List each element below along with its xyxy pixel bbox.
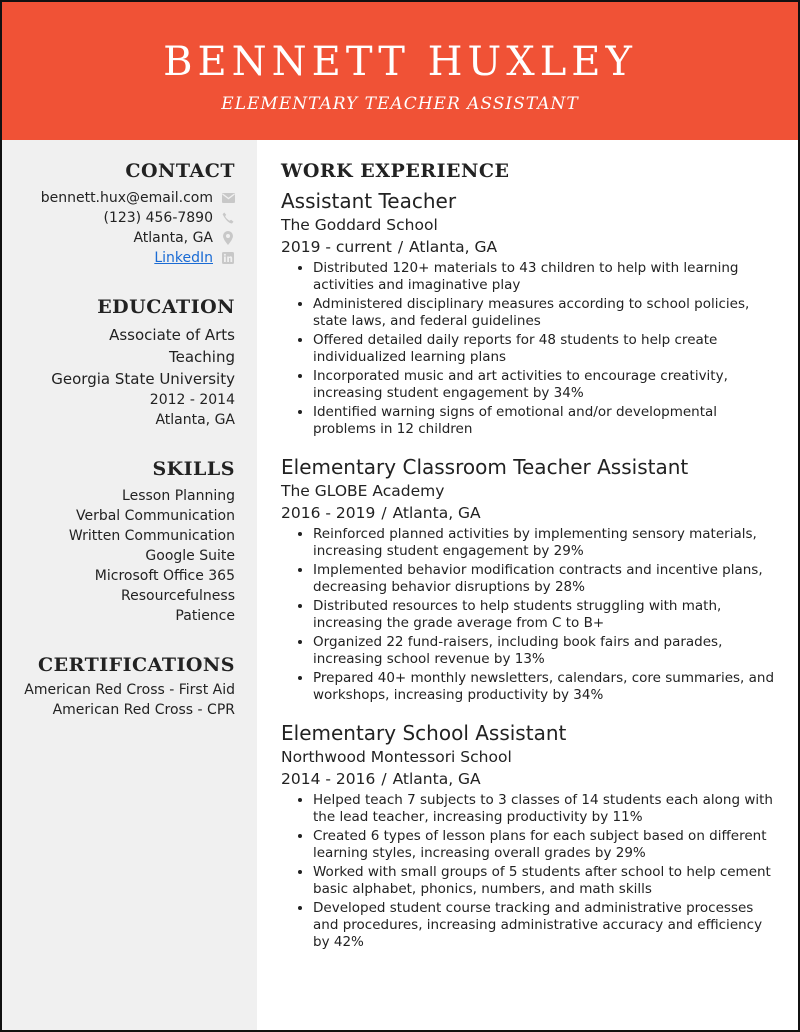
- certification-item: American Red Cross - CPR: [52, 702, 235, 718]
- candidate-name: BENNETT HUXLEY: [163, 39, 637, 85]
- linkedin-icon[interactable]: [221, 251, 235, 265]
- job-meta: [281, 502, 778, 524]
- job-bullet: • Reinforced planned activities by implementing sensory materials, increasing student engagement by 29%: [313, 526, 778, 560]
- contact-phone: (123) 456-7890: [103, 210, 213, 226]
- job-company: Northwood Montessori School: [281, 748, 512, 766]
- job-bullet: • Developed student course tracking and administrative processes and procedures, increasing administrative accuracy and efficiency by 42%: [313, 900, 778, 951]
- job-bullet: • Created 6 types of lesson plans for each subject based on different learning styles, increasing overall grades by 29%: [313, 828, 778, 862]
- certifications-section: [12, 654, 235, 719]
- contact-section: [12, 160, 235, 268]
- job-bullets: [281, 526, 778, 704]
- job-location: Atlanta, GA: [409, 238, 498, 256]
- certification-item: American Red Cross - First Aid: [24, 682, 235, 698]
- experience-heading: WORK EXPERIENCE: [281, 160, 510, 182]
- job-dates: 2019 - current: [281, 238, 392, 256]
- job-bullet: • Organized 22 fund-raisers, including book fairs and parades, increasing school revenue by 13%: [313, 634, 778, 668]
- job-bullet: • Distributed 120+ materials to 43 children to help with learning activities and imaginative play: [313, 260, 778, 294]
- education-heading: EDUCATION: [97, 296, 235, 318]
- job-bullets: [281, 792, 778, 951]
- certifications-heading: CERTIFICATIONS: [38, 654, 235, 676]
- job-meta: [281, 768, 778, 790]
- job-bullet: • Administered disciplinary measures according to school policies, state laws, and federal guidelines: [313, 296, 778, 330]
- job-dates: 2014 - 2016: [281, 770, 376, 788]
- job-bullet: • Prepared 40+ monthly newsletters, calendars, core summaries, and workshops, increasing productivity by 34%: [313, 670, 778, 704]
- contact-email: bennett.hux@email.com: [40, 190, 213, 206]
- job-meta: [281, 236, 778, 258]
- job-bullet: • Incorporated music and art activities to encourage creativity, increasing student engagement by 34%: [313, 368, 778, 402]
- skill-item: Lesson Planning: [122, 488, 235, 504]
- education-degree: Associate of Arts: [109, 326, 235, 344]
- education-field: Teaching: [169, 348, 235, 366]
- education-location: Atlanta, GA: [155, 412, 235, 428]
- job-company: The GLOBE Academy: [281, 482, 445, 500]
- skill-item: Patience: [175, 608, 235, 624]
- job-bullet: • Implemented behavior modification contracts and incentive plans, decreasing behavior disruptions by 28%: [313, 562, 778, 596]
- skill-item: Resourcefulness: [121, 588, 235, 604]
- job-title: Elementary School Assistant: [281, 721, 567, 745]
- skills-section: [12, 458, 235, 626]
- resume-header: [2, 2, 798, 140]
- education-section: [12, 296, 235, 430]
- job-entry: [281, 454, 778, 704]
- contact-phone-row: [12, 208, 235, 228]
- job-separator: /: [381, 504, 387, 522]
- contact-location-row: [12, 228, 235, 248]
- contact-heading: CONTACT: [125, 160, 235, 182]
- job-title: Elementary Classroom Teacher Assistant: [281, 455, 689, 479]
- phone-icon: [221, 211, 235, 225]
- map-pin-icon: [221, 231, 235, 245]
- job-separator: /: [381, 770, 387, 788]
- job-title: Assistant Teacher: [281, 189, 457, 213]
- candidate-title: ELEMENTARY TEACHER ASSISTANT: [221, 94, 579, 114]
- contact-location: Atlanta, GA: [133, 230, 213, 246]
- skill-item: Written Communication: [68, 528, 235, 544]
- job-location: Atlanta, GA: [392, 504, 481, 522]
- contact-linkedin-row: [12, 248, 235, 268]
- job-bullet: • Distributed resources to help students struggling with math, increasing the grade average from C to B+: [313, 598, 778, 632]
- skills-heading: SKILLS: [152, 458, 235, 480]
- job-bullet: • Identified warning signs of emotional and/or developmental problems in 12 children: [313, 404, 778, 438]
- job-bullets: [281, 260, 778, 438]
- contact-email-row: [12, 188, 235, 208]
- skill-item: Microsoft Office 365: [94, 568, 235, 584]
- job-entry: [281, 188, 778, 438]
- right-column: [257, 140, 798, 1030]
- education-years: 2012 - 2014: [149, 392, 235, 408]
- skill-item: Google Suite: [145, 548, 235, 564]
- job-bullet: • Helped teach 7 subjects to 3 classes of 14 students each along with the lead teacher, increasing productivity by 11%: [313, 792, 778, 826]
- linkedin-link[interactable]: LinkedIn: [154, 250, 213, 266]
- job-entry: [281, 720, 778, 951]
- job-location: Atlanta, GA: [392, 770, 481, 788]
- job-company: The Goddard School: [281, 216, 438, 234]
- job-dates: 2016 - 2019: [281, 504, 376, 522]
- education-school: Georgia State University: [51, 370, 235, 388]
- job-bullet: • Worked with small groups of 5 students after school to help cement basic alphabet, phonics, numbers, and math skills: [313, 864, 778, 898]
- left-column: [2, 140, 257, 1030]
- skill-item: Verbal Communication: [75, 508, 235, 524]
- job-bullet: • Offered detailed daily reports for 48 students to help create individualized learning plans: [313, 332, 778, 366]
- envelope-icon: [221, 191, 235, 205]
- job-separator: /: [397, 238, 404, 256]
